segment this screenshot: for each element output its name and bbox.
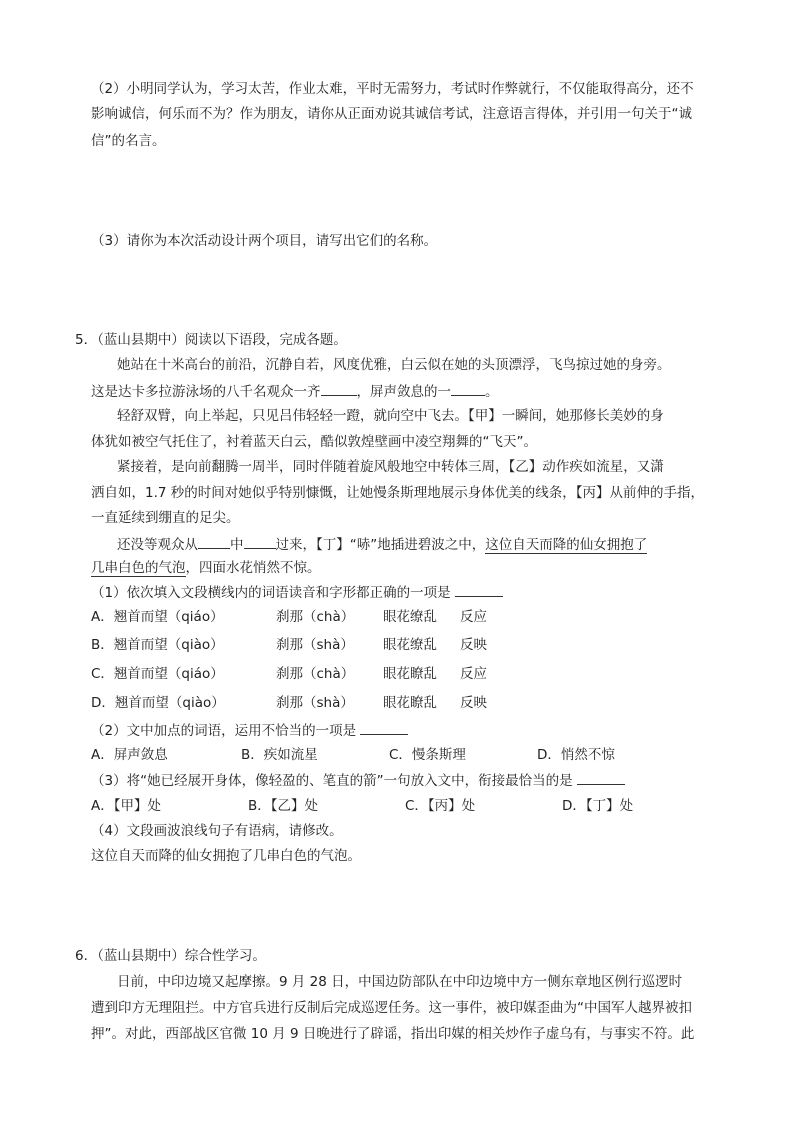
text-span: ，四面水花悄然不惊。	[185, 560, 321, 576]
fill-blank-1[interactable]	[321, 381, 357, 396]
q5-heading: 5．（蓝山县期中）阅读以下语段，完成各题。	[75, 332, 347, 348]
q5-sub4: （4）文段画波浪线句子有语病，请修改。	[91, 823, 343, 839]
option-cell: 刹那（chà）	[276, 609, 355, 625]
q5-para4-line1	[117, 534, 647, 555]
fill-blank-3[interactable]	[198, 534, 230, 549]
option-cell: B．翘首而望（qiào）	[91, 637, 224, 653]
option-cell: 眼花瞭乱	[383, 666, 437, 682]
option-cell: D．翘首而望（qiào）	[91, 695, 225, 711]
text-span: 还没等观众从	[117, 537, 198, 553]
sub3-options	[91, 796, 633, 816]
option-cell: 眼花缭乱	[383, 637, 437, 653]
text-span: 过来，【丁】“哧”地插进碧波之中，	[275, 537, 486, 553]
q6-line3: 押”。对此，西部战区官微 10 月 9 日晚进行了辟谣，指出印媒的相关炒作子虚乌有，与事实不符。此	[91, 1026, 695, 1042]
option-cell: 眼花缭乱	[383, 609, 437, 625]
sub1-text: （1）依次填入文段横线内的词语读音和字形都正确的一项是	[91, 585, 451, 601]
fill-blank-4[interactable]	[244, 534, 276, 549]
option-c[interactable]: C．【丙】处	[405, 798, 476, 814]
option-a[interactable]: A．【甲】处	[91, 798, 161, 814]
q6-line1: 日前，中印边境又起摩擦。9 月 28 日，中国边防部队在中印边境中方一侧东章地区例行巡逻时	[117, 974, 683, 990]
q5-para1-line1: 她站在十米高台的前沿，沉静自若，风度优雅，白云似在她的头顶漂浮，飞鸟掠过她的身旁。	[117, 357, 671, 373]
q5-para1-line2	[91, 381, 499, 402]
answer-blank-3[interactable]	[577, 770, 625, 785]
option-b[interactable]: B．疾如流星	[241, 747, 318, 763]
q5-para2-line1: 轻舒双臂，向上举起，只见吕伟轻轻一蹬，就向空中飞去。【甲】一瞬间，她那修长美妙的身	[117, 408, 664, 424]
option-cell: C．翘首而望（qiáo）	[91, 666, 224, 682]
q4-part2-line2: 影响诚信，何乐而不为？作为朋友，请你从正面劝说其诚信考试，注意语言得体，并引用一句关于“诚	[91, 106, 692, 122]
option-cell: 眼花瞭乱	[383, 695, 437, 711]
text-span: ，屏声敛息的一	[356, 384, 451, 400]
option-row-a[interactable]	[91, 607, 487, 627]
option-cell: 反映	[460, 695, 487, 711]
q4-part2-line1: （2）小明同学认为，学习太苦，作业太难，平时无需努力，考试时作弊就行，不仅能取得高分，还不	[91, 81, 694, 97]
option-d[interactable]: D．【丁】处	[562, 798, 634, 814]
option-row-b[interactable]	[91, 635, 487, 655]
option-cell: 刹那（shà）	[276, 637, 354, 653]
sub2-options	[91, 745, 615, 765]
option-cell: 刹那（chà）	[276, 666, 355, 682]
q5-sub3	[91, 770, 625, 791]
answer-blank-1[interactable]	[455, 582, 503, 597]
text-span: 中	[230, 537, 244, 553]
option-cell: 反应	[460, 666, 487, 682]
underlined-sentence-part1: 这位自天而降的仙女拥抱了	[485, 537, 648, 553]
option-row-d[interactable]	[91, 693, 487, 713]
underlined-sentence-part2: 几串白色的气泡	[91, 560, 186, 576]
text-span: 。	[485, 384, 499, 400]
q5-sub1	[91, 582, 503, 603]
q4-part2-line3: 信”的名言。	[91, 133, 166, 149]
option-b[interactable]: B．【乙】处	[248, 798, 319, 814]
q4-part3: （3）请你为本次活动设计两个项目，请写出它们的名称。	[91, 233, 438, 249]
option-d[interactable]: D．悄然不惊	[537, 747, 615, 763]
sub3-text: （3）将“她已经展开身体，像轻盈的、笔直的箭”一句放入文中，衔接最恰当的是	[91, 773, 573, 789]
option-cell: 反应	[460, 609, 487, 625]
q5-para2-line2: 体犹如被空气托住了，衬着蓝天白云，酷似敦煌壁画中凌空翔舞的“飞天”。	[91, 434, 537, 450]
q5-para3-line1: 紧接着，是向前翻腾一周半，同时伴随着旋风般地空中转体三周，【乙】动作疾如流星，又潇	[117, 459, 664, 475]
option-cell: A．翘首而望（qiáo）	[91, 609, 224, 625]
q5-sub2	[91, 720, 408, 741]
option-row-c[interactable]	[91, 664, 487, 684]
q5-para4-line2	[91, 558, 321, 578]
option-cell: 反映	[460, 637, 487, 653]
q6-heading: 6．（蓝山县期中）综合性学习。	[75, 948, 266, 964]
option-a[interactable]: A．屏声敛息	[91, 747, 168, 763]
q5-para3-line3: 一直延续到绷直的足尖。	[91, 510, 240, 526]
fill-blank-2[interactable]	[451, 381, 485, 396]
q6-line2: 遭到印方无理阻拦。中方官兵进行反制后完成巡逻任务。这一事件，被印媒歪曲为“中国军人越界被扣	[91, 1000, 692, 1016]
text-span: 这是达卡多拉游泳场的八千名观众一齐	[91, 384, 321, 400]
answer-blank-2[interactable]	[360, 720, 408, 735]
option-c[interactable]: C．慢条斯理	[389, 747, 466, 763]
option-cell: 刹那（shà）	[276, 695, 354, 711]
q5-para3-line2: 洒自如，1.7 秒的时间对她似乎特别慷慨，让她慢条斯理地展示身体优美的线条，【丙】从前伸的手指，	[91, 485, 705, 501]
sub2-text: （2）文中加点的词语，运用不恰当的一项是	[91, 723, 357, 739]
q5-sub4-sentence: 这位自天而降的仙女拥抱了几串白色的气泡。	[91, 848, 361, 864]
